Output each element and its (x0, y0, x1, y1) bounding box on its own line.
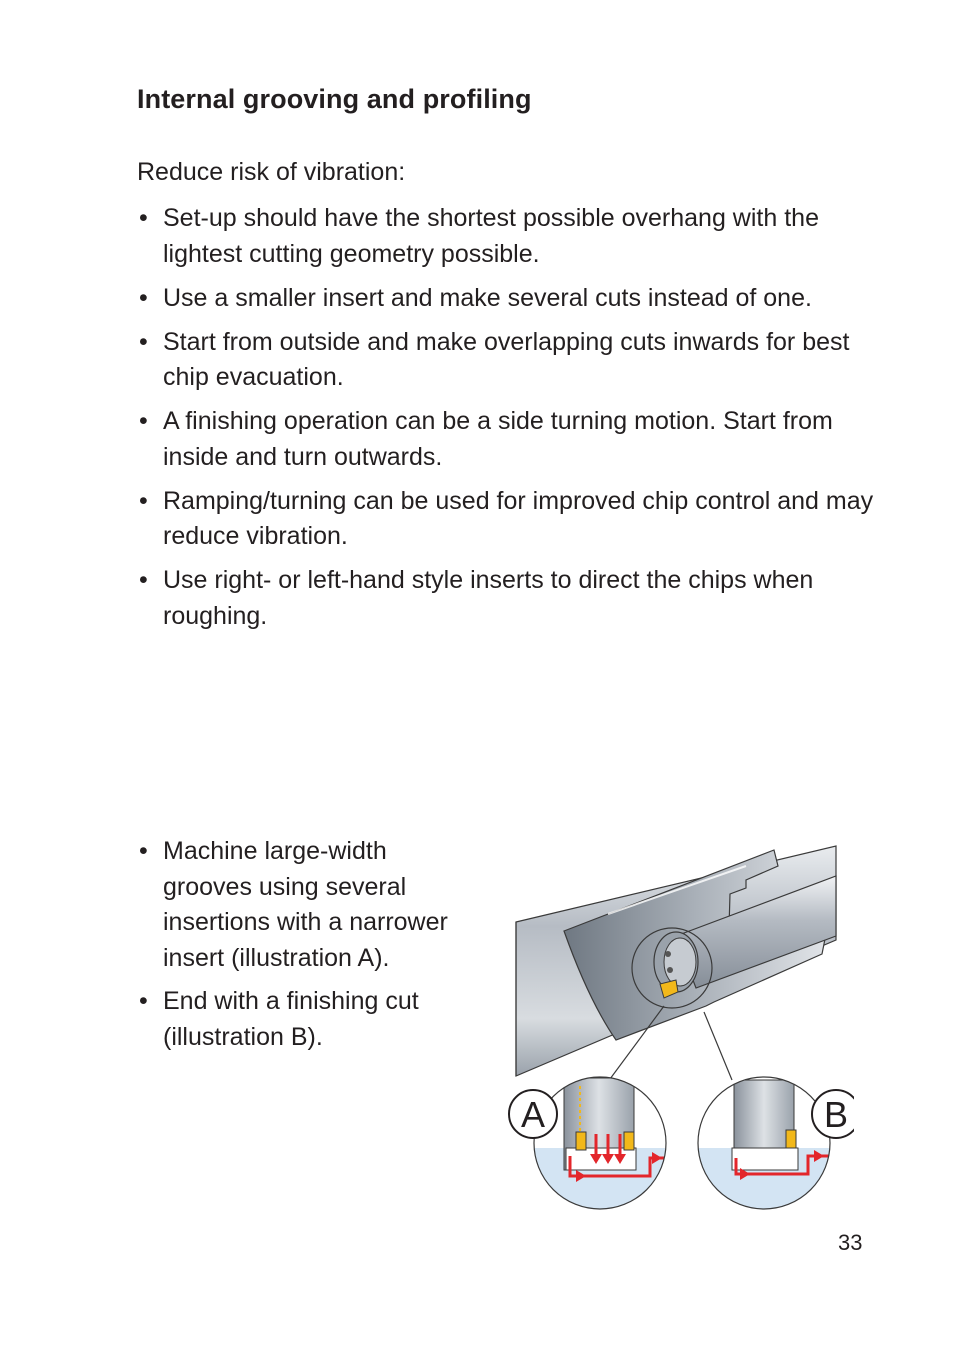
list-item: • A finishing operation can be a side turning motion. Start from inside and turn outwards. (137, 404, 877, 475)
list-item: • Machine large-width grooves using several insertions with a narrower insert (illustration A). (137, 834, 482, 976)
list-item: • Ramping/turning can be used for improved chip control and may reduce vibration. (137, 484, 877, 555)
intro-text: Reduce risk of vibration: (137, 158, 406, 186)
bullet-marker: • (139, 486, 148, 515)
list-item: • Set-up should have the shortest possible overhang with the lightest cutting geometry possible. (137, 201, 877, 272)
bullet-marker: • (139, 987, 148, 1015)
detail-a (530, 1072, 682, 1216)
label-a: A (520, 1094, 546, 1135)
vibration-tips-list (137, 201, 877, 643)
grooving-tips-list (137, 834, 482, 1063)
list-item: • End with a finishing cut (illustration B). (137, 984, 482, 1055)
label-b: B (823, 1094, 849, 1135)
page-heading: Internal grooving and profiling (137, 84, 532, 114)
list-item: • Start from outside and make overlapping cuts inwards for best chip evacuation. (137, 325, 877, 396)
list-item: • Use right- or left-hand style inserts to direct the chips when roughing. (137, 563, 877, 634)
bullet-marker: • (139, 566, 148, 594)
bullet-marker: • (139, 837, 148, 865)
grooving-illustration (500, 836, 854, 1216)
bullet-marker: • (139, 327, 148, 356)
page-number: 33 (838, 1230, 863, 1255)
list-item: • Use a smaller insert and make several cuts instead of one. (137, 281, 877, 317)
bullet-marker: • (139, 204, 148, 232)
bullet-marker: • (139, 407, 148, 435)
bullet-marker: • (139, 283, 148, 312)
